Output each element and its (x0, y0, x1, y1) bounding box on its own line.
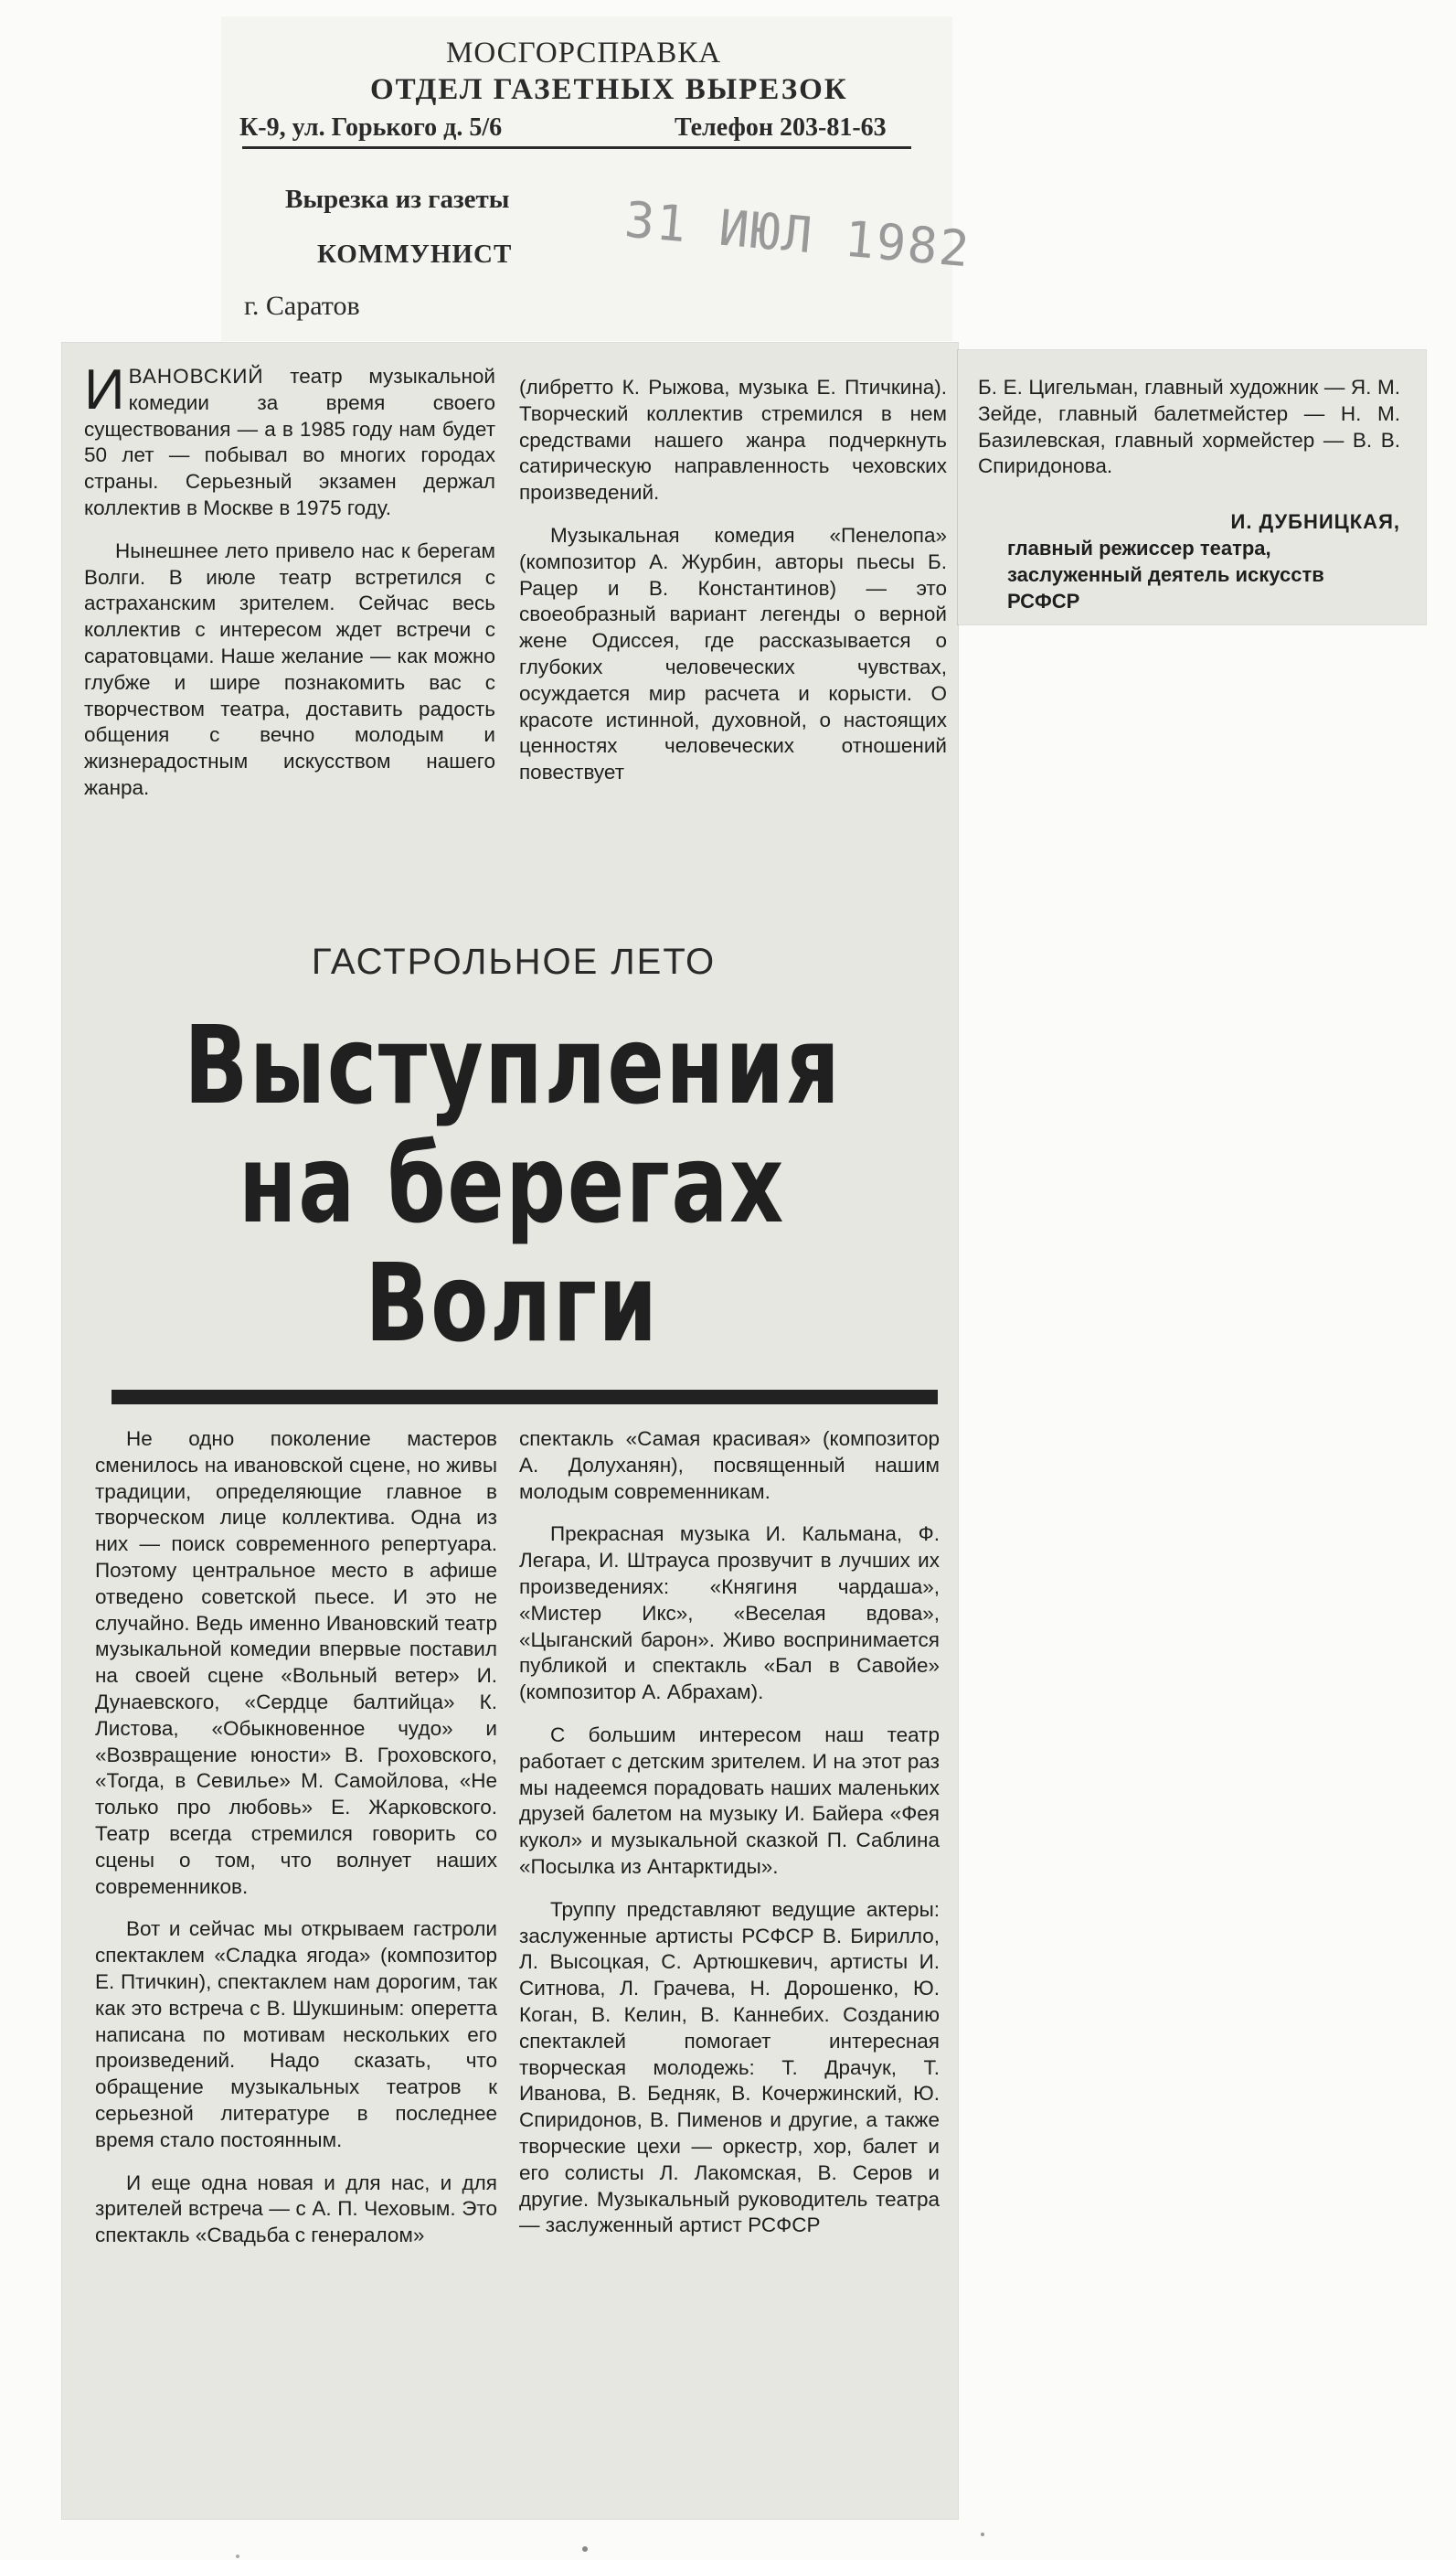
paragraph: Нынешнее лето привело нас к берегам Волги. В июле театр встретился с астраханским зрителем. Сейчас весь коллектив с интересом ждет встречи с саратовцами. Наше желание — как можно глубже и шире познакомить вас с творчеством театра, доставить радость общения с вечно молодым и жизнерадостным искусством нашего жанра. (84, 539, 495, 799)
newspaper-name: КОММУНИСТ (317, 240, 513, 269)
paragraph: Музыкальная комедия «Пенелопа» (композитор А. Журбин, авторы пьесы Б. Рацер и В. Константинов) — это своеобразный вариант легенды о верной жене Одиссея, где рассказывается о глубоких человеческих чувствах, осуждается мир расчета и корысти. О красоте истинной, духовной, о настоящих ценностях человеческих отношений повествует (519, 523, 947, 784)
paragraph: (либретто К. Рыжова, музыка Е. Птичкина). Творческий коллектив стремился в нем средствами нашего жанра подчеркнуть сатирическую направленность чеховских произведений. (519, 376, 947, 505)
article-column-top-right (978, 375, 1400, 480)
paragraph: спектакль «Самая красивая» (композитор А. Долуханян), посвященный нашим молодым современникам. (519, 1427, 940, 1503)
paragraph: Прекрасная музыка И. Кальмана, Ф. Легара, И. Штрауса прозвучит в лучших их произведениях: «Княгиня чардаша», «Мистер Икс», «Веселая вдова», «Цыганский барон». Живо воспринимается публикой и спектакль «Бал в Савойе» (композитор А. Абрахам). (519, 1522, 940, 1704)
paragraph: Вот и сейчас мы открываем гастроли спектаклем «Сладка ягода» (композитор Е. Птичкин), спектаклем нам дорогим, так как это встреча с В. Шукшиным: оперетта написана по мотивам нескольких его произведений. Надо сказать, что обращение музыкальных театров к серьезной литературе в последнее время стало постоянным. (95, 1917, 497, 2151)
paragraph: Труппу представляют ведущие актеры: заслуженные артисты РСФСР В. Бирилло, Л. Высоцкая, С. Артюшкевич, артисты И. Ситнова, Л. Грачева, Н. Дорошенко, Ю. Коган, В. Келин, В. Каннебих. Созданию спектаклей помогает интересная творческая молодежь: Т. Драчук, Т. Иванова, В. Бедняк, В. Кочержинский, Ю. Спиридонов, В. Пименов и другие, а также творческие цехи — оркестр, хор, балет и его солисты Л. Лакомская, В. Серов и другие. Музыкальный руководитель театра — заслуженный артист РСФСР (519, 1897, 940, 2237)
lead-word: ВАНОВСКИЙ (128, 365, 264, 388)
stamp-phone: Телефон 203-81-63 (675, 113, 887, 142)
newspaper-city: г. Саратов (244, 291, 360, 321)
article-column-bottom-left (95, 1426, 497, 2249)
clip-label: Вырезка из газеты (285, 185, 510, 214)
intro-paragraph (84, 358, 495, 522)
paragraph: И еще одна новая и для нас, и для зрителей встреча — с А. П. Чеховым. Это спектакль «Свадьба с генералом» (95, 2171, 497, 2247)
stamp-address: К-9, ул. Горького д. 5/6 (239, 113, 503, 142)
date-stamp: 31 ИЮЛ 1982 (622, 190, 973, 279)
article-headline (91, 1002, 932, 1366)
author-signature (998, 508, 1400, 614)
stamp-divider (242, 146, 911, 149)
stamp-department: ОТДЕЛ ГАЗЕТНЫХ ВЫРЕЗОК (370, 73, 848, 106)
headline-line: на берегах (239, 1121, 785, 1247)
paragraph: С большим интересом наш театр работает с детским зрителем. И на этот раз мы надеемся порадовать наших маленьких друзей балетом на музыку И. Байера «Фея кукол» и музыкальной сказкой П. Саблина «Посылка из Антарктиды». (519, 1723, 940, 1878)
headline-line: Волги (365, 1240, 659, 1366)
headline-rule (112, 1390, 938, 1404)
intro-text: театр музыкальной комедии за время своего существования — а в 1985 году нам будет 50 лет — побывал во многих городах страны. Серьезный экзамен держал коллектив в Москве в 1975 году. (84, 365, 495, 519)
paragraph: Не одно поколение мастеров сменилось на ивановской сцене, но живы традиции, определяющие главное в творческом лице коллектива. Одна из них — поиск современного репертуара. Поэтому центральное место в афише отведено советской пьесе. И это не случайно. Ведь именно Ивановский театр музыкальной комедии впервые поставил на своей сцене «Вольный ветер» И. Дунаевского, «Сердце балтийца» К. Листова, «Обыкновенное чудо» и «Возвращение юности» В. Гроховского, «Тогда, в Севилье» М. Самойлова, «Не только про любовь» Е. Жарковского. Театр всегда стремился говорить со сцены о том, что волнует наших современников. (95, 1427, 497, 1898)
stamp-organization: МОСГОРСПРАВКА (446, 37, 722, 69)
author-title: главный режиссер театра, заслуженный деятель искусств РСФСР (1007, 537, 1324, 613)
article-column-intro (84, 358, 495, 802)
article-column-bottom-right (519, 1426, 940, 2239)
article-column-top-middle (519, 375, 947, 786)
dropcap: И (84, 358, 125, 421)
author-name: И. ДУБНИЦКАЯ, (1230, 510, 1400, 533)
rubric-heading: ГАСТРОЛЬНОЕ ЛЕТО (311, 942, 717, 982)
paragraph: Б. Е. Цигельман, главный художник — Я. М. Зейде, главный балетмейстер — Н. М. Базилевская, главный хормейстер — В. В. Спиридонова. (978, 376, 1400, 478)
headline-line: Выступления (184, 1002, 842, 1128)
